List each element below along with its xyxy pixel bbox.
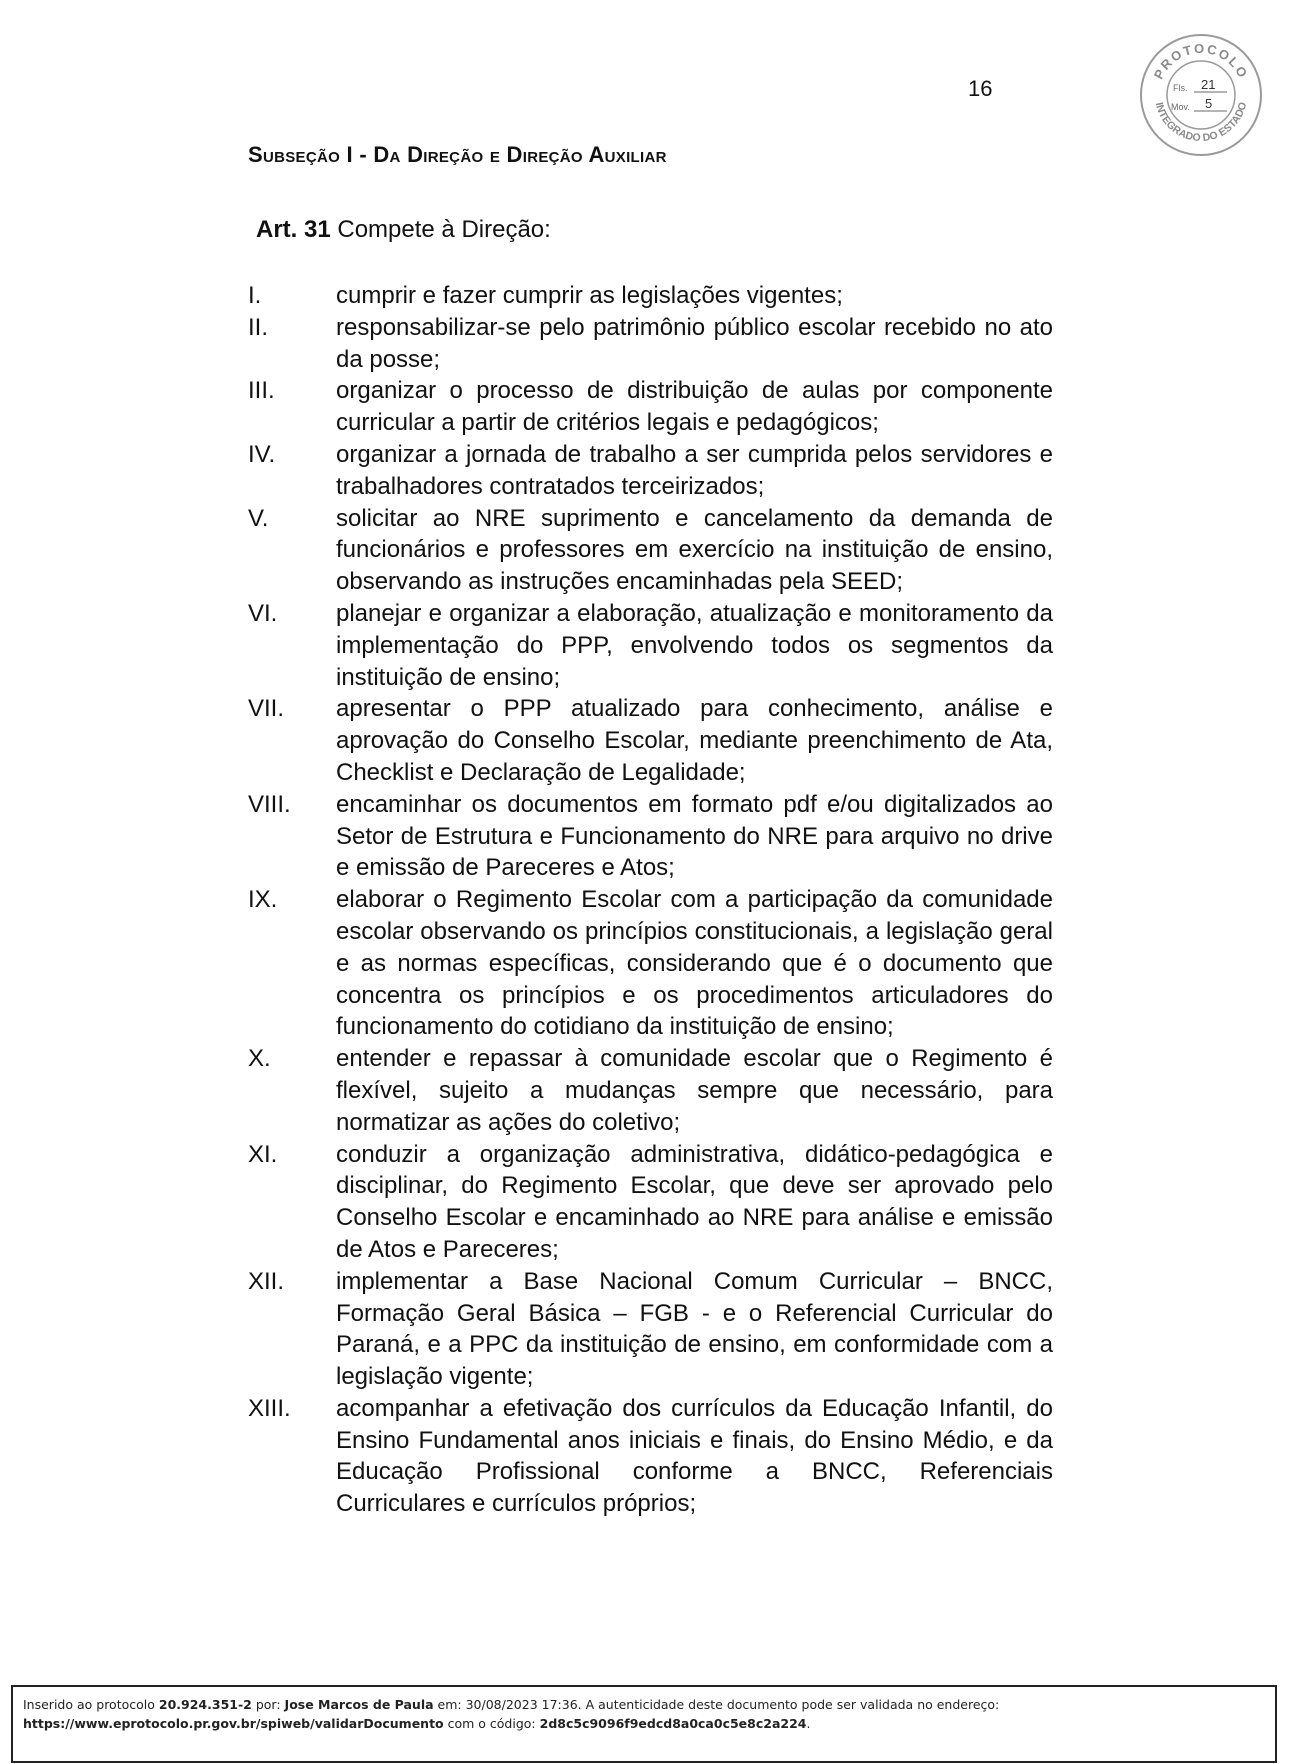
list-item (248, 312, 1053, 376)
footer-line-1 (23, 1695, 1265, 1714)
list-item (248, 503, 1053, 598)
item-number: II. (248, 313, 269, 341)
list-item (248, 789, 1053, 884)
article-text: Compete à Direção: (337, 216, 551, 243)
list-item (248, 1393, 1053, 1520)
item-number: VIII. (248, 790, 291, 818)
stamp-top-text: PROTOCOLO (1150, 40, 1252, 82)
item-text: organizar a jornada de trabalho a ser cumprida pelos servidores e trabalhadores contratados terceirizados; (336, 440, 1053, 500)
item-number: V. (248, 504, 269, 532)
footer-line-2 (23, 1714, 1265, 1733)
item-number: IX. (248, 886, 278, 914)
list-item (248, 693, 1053, 788)
svg-text:INTEGRADO DO ESTADO (1153, 101, 1250, 144)
stamp-fls-label: Fls. (1173, 83, 1188, 93)
list-item (248, 884, 1053, 1043)
footer-validation-url[interactable]: https://www.eprotocolo.pr.gov.br/spiweb/validarDocumento (23, 1716, 444, 1731)
item-number: III. (248, 377, 275, 405)
item-number: XIII. (248, 1394, 291, 1422)
item-number: X. (248, 1045, 271, 1073)
item-text: cumprir e fazer cumprir as legislações vigentes; (336, 282, 843, 309)
item-text: encaminhar os documentos em formato pdf e/ou digitalizados ao Setor de Estrutura e Funcionamento do NRE para arquivo no drive e emissão de Pareceres e Atos; (336, 790, 1053, 882)
stamp-mov-value: 5 (1205, 96, 1213, 111)
list-item (248, 1266, 1053, 1393)
footer-author: Jose Marcos de Paula (284, 1697, 434, 1712)
article-number: Art. 31 (256, 216, 331, 243)
item-text: implementar a Base Nacional Comum Curricular – BNCC, Formação Geral Básica – FGB - e o Referencial Curricular do Paraná, e a PPC da instituição de ensino, em conformidade com a legislação vigente; (336, 1267, 1053, 1391)
footer-date: 30/08/2023 17:36. (465, 1697, 582, 1712)
item-text: conduzir a organização administrativa, didático-pedagógica e disciplinar, do Regimento Escolar, que deve ser aprovado pelo Conselho Escolar e encaminhado ao NRE para análise e emissão de Atos e Pareceres; (336, 1140, 1053, 1263)
item-text: solicitar ao NRE suprimento e cancelamento da demanda de funcionários e professores em exercício na instituição de ensino, observando as instruções encaminhadas pela SEED; (336, 504, 1053, 596)
protocol-footer (11, 1685, 1277, 1763)
list-item (248, 280, 1053, 312)
list-item (248, 1043, 1053, 1138)
stamp-mov-label: Mov. (1171, 102, 1190, 112)
subsection-title: Subseção I - Da Direção e Direção Auxiliar (248, 142, 667, 167)
item-text: responsabilizar-se pelo patrimônio público escolar recebido no ato da posse; (336, 313, 1053, 373)
stamp-fls-value: 21 (1201, 77, 1216, 92)
item-text: elaborar o Regimento Escolar com a participação da comunidade escolar observando os princípios constitucionais, a legislação geral e as normas específicas, considerando que é o documento que concentra os princípios e os procedimentos articuladores do funcionamento do cotidiano da instituição de ensino; (336, 886, 1053, 1041)
footer-code-label: com o código: (447, 1716, 536, 1731)
stamp-bottom-text: INTEGRADO DO ESTADO (1152, 100, 1250, 145)
item-text: organizar o processo de distribuição de aulas por componente curricular a partir de critérios legais e pedagógicos; (336, 377, 1053, 437)
footer-prefix: Inserido ao protocolo (23, 1697, 155, 1712)
item-text: planejar e organizar a elaboração, atualização e monitoramento da implementação do PPP, envolvendo todos os segmentos da instituição de ensino; (336, 599, 1053, 691)
footer-by-label: por: (255, 1697, 281, 1712)
footer-date-label: em: (437, 1697, 462, 1712)
list-item (248, 439, 1053, 503)
item-list (248, 280, 1053, 1520)
item-number: I. (248, 282, 262, 309)
article-heading (256, 216, 551, 244)
footer-end: . (806, 1716, 811, 1731)
item-text: apresentar o PPP atualizado para conhecimento, análise e aprovação do Conselho Escolar, mediante preenchimento de Ata, Checklist e Declaração de Legalidade; (336, 695, 1053, 786)
footer-validation-code: 2d8c5c9096f9edcd8a0ca0c5e8c2a224 (539, 1716, 807, 1731)
list-item (248, 1139, 1053, 1266)
footer-validation-text: A autenticidade deste documento pode ser validada no endereço: (585, 1697, 1000, 1712)
item-text: acompanhar a efetivação dos currículos da Educação Infantil, do Ensino Fundamental anos iniciais e finais, do Ensino Médio, e da Educação Profissional conforme a BNCC, Referenciais Curriculares e currículos próprios; (336, 1394, 1053, 1518)
list-item (248, 375, 1053, 439)
item-number: IV. (248, 440, 276, 468)
item-number: XI. (248, 1140, 278, 1168)
protocol-stamp (1139, 33, 1263, 157)
item-number: VI. (248, 599, 278, 627)
item-text: entender e repassar à comunidade escolar que o Regimento é flexível, sujeito a mudanças sempre que necessário, para normatizar as ações do coletivo; (336, 1045, 1053, 1136)
page-number: 16 (968, 76, 993, 101)
item-number: VII. (248, 695, 285, 723)
list-item (248, 598, 1053, 693)
item-number: XII. (248, 1267, 285, 1295)
footer-protocol-number: 20.924.351-2 (158, 1697, 252, 1712)
